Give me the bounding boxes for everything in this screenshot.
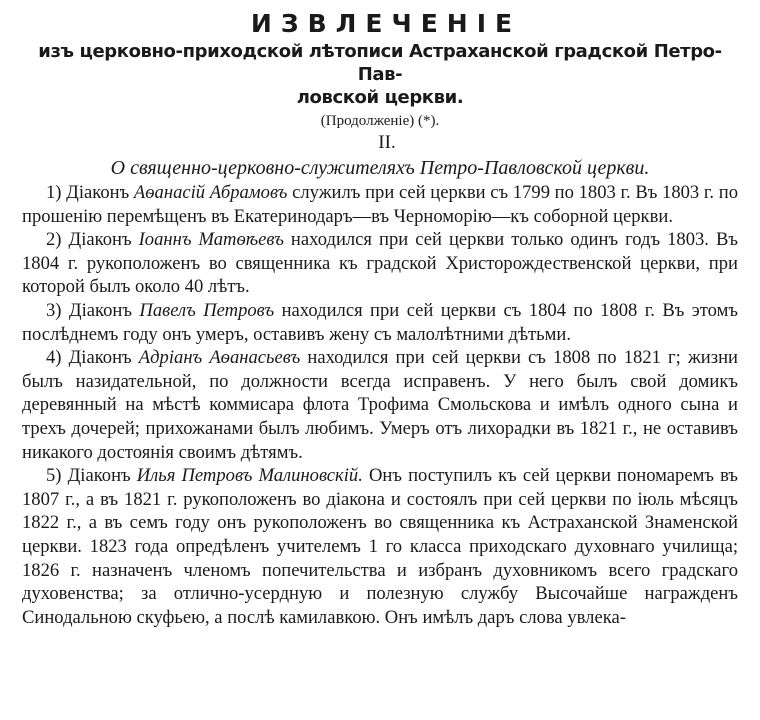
paragraph-4 bbox=[22, 346, 738, 464]
paragraph-1-text: служилъ при сей церкви съ 1799 по 1803 г. Въ 1803 г. по прошенію перемѣщенъ въ Екатеринодаръ—въ Черноморію—къ соборной церкви. bbox=[22, 182, 738, 227]
subtitle-line-1: изъ церковно-приходской лѣтописи Астраханской градской Петро-Пав- bbox=[38, 41, 722, 85]
paragraph-5 bbox=[22, 464, 738, 629]
paragraph-3-lead: 3) Діаконъ bbox=[46, 299, 140, 321]
document-page bbox=[22, 8, 738, 629]
paragraph-2-name: Іоаннъ Матѳѣевъ bbox=[138, 229, 284, 251]
paragraph-1 bbox=[22, 181, 738, 228]
paragraph-3 bbox=[22, 299, 738, 346]
section-heading: О священно-церковно-служителяхъ Петро-Павловской церкви. bbox=[110, 157, 650, 179]
subtitle-line-2: ловской церкви. bbox=[296, 87, 464, 108]
document-title: ИЗВЛЕЧЕНІЕ bbox=[250, 9, 522, 38]
paragraph-2-lead: 2) Діаконъ bbox=[46, 229, 139, 251]
paragraph-4-lead: 4) Діаконъ bbox=[46, 347, 139, 369]
paragraph-3-text: находился при сей церкви съ 1804 по 1808 г. Въ этомъ послѣднемъ году онъ умеръ, оставивъ жену съ малолѣтними дѣтьми. bbox=[22, 299, 738, 345]
paragraph-4-text: находился при сей церкви съ 1808 по 1821 г; жизни былъ назидательной, по должности всегда исправенъ. У него былъ свой домикъ деревянный на мѣстѣ коммисара флота Трофима Смольскова и имѣлъ одного сына и трехъ дочерей; прихожанами былъ любимъ. Умеръ отъ лихорадки въ 1821 г., не оставивъ никакого достоянія своимъ дѣтямъ. bbox=[22, 347, 739, 463]
paragraph-1-name: Аѳанасій Абрамовъ bbox=[133, 182, 288, 203]
continued-note: (Продолженіе) (*). bbox=[320, 113, 440, 129]
paragraph-3-name: Павелъ Петровъ bbox=[139, 299, 275, 321]
section-number: II. bbox=[378, 132, 396, 153]
paragraph-2 bbox=[22, 228, 738, 299]
paragraph-5-text: Онъ поступилъ къ сей церкви пономаремъ въ 1807 г., а въ 1821 г. рукоположенъ во діакона и состоялъ при сей церкви по іюль мѣсяцъ 1822 г., а въ семъ году онъ рукоположенъ во священника къ Астраханской Знаменской церкви. 1823 года опредѣленъ учителемъ 1 го класса приходскаго духовнаго училища; 1826 г. назначенъ членомъ попечительства и избранъ духовникомъ всего градскаго духовенства; за отлично-усердную и полезную службу Высочайше награжденъ Синодальною скуфьею, а послѣ камилавкою. Онъ имѣлъ даръ слова увлека- bbox=[22, 465, 738, 628]
paragraph-5-name: Илья Петровъ Малиновскій. bbox=[136, 465, 363, 487]
paragraph-2-text: находился при сей церкви только одинъ годъ 1803. Въ 1804 г. рукоположенъ во священника къ градской Христорождественской церкви, при которой былъ около 40 лѣтъ. bbox=[22, 229, 738, 298]
paragraph-5-lead: 5) Діаконъ bbox=[46, 465, 137, 487]
paragraph-4-name: Адріанъ Аѳанасьевъ bbox=[138, 347, 301, 369]
document-subtitle bbox=[22, 40, 738, 109]
paragraph-1-lead: 1) Діаконъ bbox=[46, 182, 134, 203]
